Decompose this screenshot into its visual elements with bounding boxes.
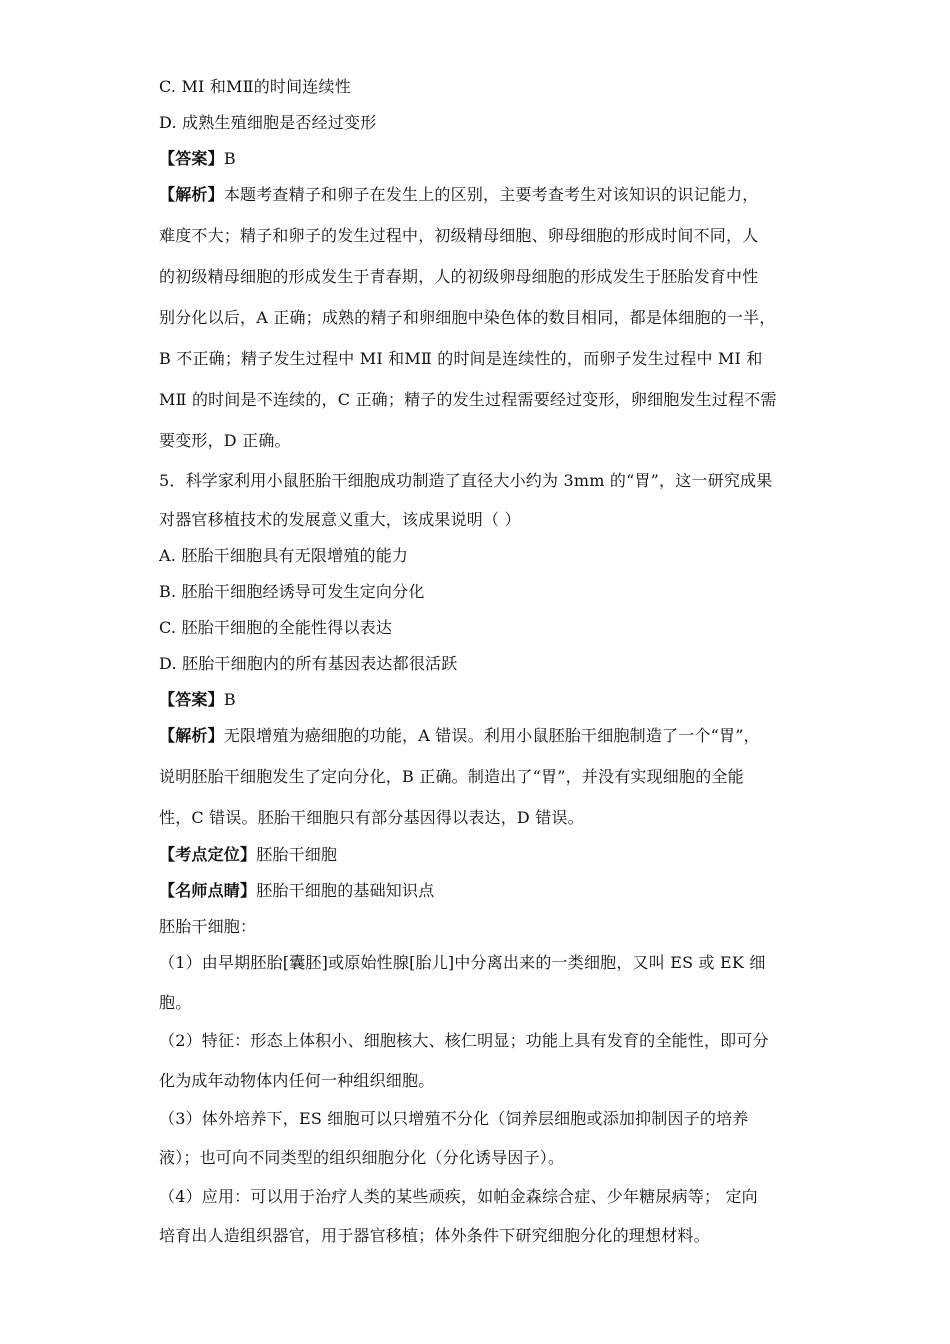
answer-line: 【答案】B [159, 690, 236, 709]
option-c-line: C. MⅠ 和MⅡ的时间连续性 [159, 77, 351, 96]
question-5-stem: 5．科学家利用小鼠胚胎干细胞成功制造了直径大小约为 3mm 的“胃”，这一研究成果 [159, 471, 773, 490]
analysis-line: 【解析】本题考查精子和卵子在发生上的区别，主要考查考生对该知识的识记能力， [159, 185, 759, 204]
key-point-tag: 【考点定位】 [159, 845, 257, 864]
note-item: （1）由早期胚胎[囊胚]或原始性腺[胎儿]中分离出来的一类细胞，又叫 ES 或 EK 细 [159, 953, 766, 972]
option-d-line: D. 成熟生殖细胞是否经过变形 [159, 113, 377, 132]
analysis-line: 说明胚胎干细胞发生了定向分化，B 正确。制造出了“胃”，并没有实现细胞的全能 [159, 767, 744, 786]
analysis-line: B 不正确；精子发生过程中 MⅠ 和MⅡ 的时间是连续性的，而卵子发生过程中 MⅠ 和 [159, 349, 763, 368]
option-c-line: C. 胚胎干细胞的全能性得以表达 [159, 618, 393, 637]
analysis-line: MⅡ 的时间是不连续的，C 正确；精子的发生过程需要经过变形，卵细胞发生过程不需 [159, 390, 777, 409]
analysis-line: 别分化以后，A 正确；成熟的精子和卵细胞中染色体的数目相同，都是体细胞的一半， [159, 308, 776, 327]
option-a-line: A. 胚胎干细胞具有无限增殖的能力 [159, 546, 409, 565]
note-item: （3）体外培养下，ES 细胞可以只增殖不分化（饲养层细胞或添加抑制因子的培养 [159, 1109, 749, 1128]
key-point-line: 【考点定位】胚胎干细胞 [159, 845, 338, 864]
option-b-line: B. 胚胎干细胞经诱导可发生定向分化 [159, 582, 425, 601]
analysis-tag: 【解析】 [159, 726, 224, 745]
answer-tag: 【答案】 [159, 149, 224, 168]
question-5-stem: 对器官移植技术的发展意义重大，该成果说明（ ） [159, 510, 521, 529]
note-item: （2）特征：形态上体积小、细胞核大、核仁明显；功能上具有发育的全能性，即可分 [159, 1031, 769, 1050]
teacher-note-tag: 【名师点睛】 [159, 881, 257, 900]
analysis-line: 要变形，D 正确。 [159, 431, 291, 450]
analysis-line: 【解析】无限增殖为癌细胞的功能，A 错误。利用小鼠胚胎干细胞制造了一个“胃”， [159, 726, 760, 745]
teacher-note-line: 【名师点睛】胚胎干细胞的基础知识点 [159, 881, 435, 900]
note-item: 胞。 [159, 993, 192, 1012]
analysis-line: 的初级精母细胞的形成发生于青春期，人的初级卵母细胞的形成发生于胚胎发育中性 [159, 267, 759, 286]
note-item: 化为成年动物体内任何一种组织细胞。 [159, 1071, 435, 1090]
analysis-tag: 【解析】 [159, 185, 224, 204]
note-item: 液）；也可向不同类型的组织细胞分化（分化诱导因子）。 [159, 1148, 565, 1167]
analysis-line: 性，C 错误。胚胎干细胞只有部分基因得以表达，D 错误。 [159, 808, 584, 827]
answer-tag: 【答案】 [159, 690, 224, 709]
answer-line: 【答案】B [159, 149, 236, 168]
note-item: （4）应用：可以用于治疗人类的某些顽疾，如帕金森综合症、少年糖尿病等； 定向 [159, 1187, 758, 1206]
section-heading: 胚胎干细胞： [159, 917, 257, 936]
note-item: 培育出人造组织器官，用于器官移植；体外条件下研究细胞分化的理想材料。 [159, 1226, 710, 1245]
option-d-line: D. 胚胎干细胞内的所有基因表达都很活跃 [159, 654, 458, 673]
analysis-line: 难度不大；精子和卵子的发生过程中，初级精母细胞、卵母细胞的形成时间不同，人 [159, 226, 759, 245]
